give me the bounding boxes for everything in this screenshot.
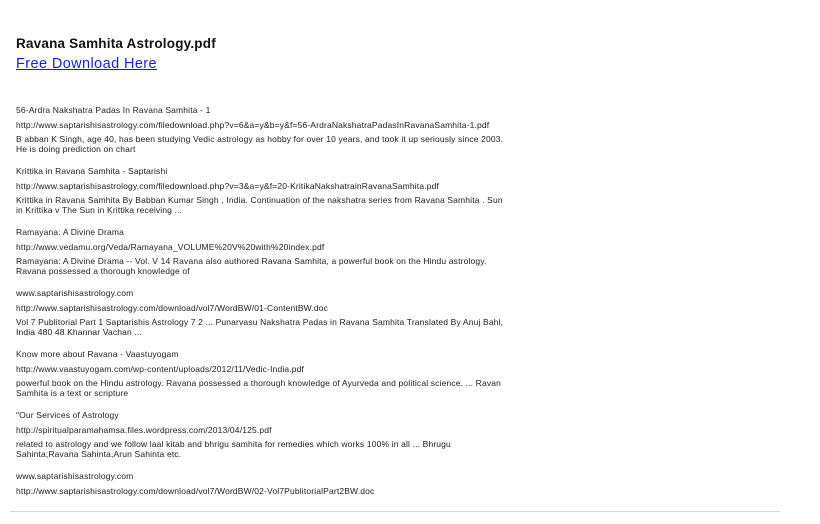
result-url[interactable]: http://www.vaastuyogam.com/wp-content/uploads/2012/11/Vedic-India.pdf	[16, 364, 305, 374]
result-title: Know more about Ravana - Vaastuyogam	[16, 349, 179, 359]
result-snippet: Krittika in Ravana Samhita By Babban Kumar Singh , India. Continuation of the nakshatra series from Ravana Samhita . Sun in Krittika v The Sun in Krittika receiving ...	[16, 195, 503, 215]
result-url[interactable]: http://www.saptarishisastrology.com/filedownload.php?v=3&a=y&f=20-KritikaNakshatrainRavanaSamhita.pdf	[16, 181, 439, 191]
result-snippet: related to astrology and we follow laal kitab and bhrigu samhita for remedies which works 100% in all ... Bhrugu Sahinta,Ravana Sahinta,Arun Sahinta etc.	[16, 439, 451, 459]
result-url[interactable]: http://spiritualparamahamsa.files.wordpress.com/2013/04/125.pdf	[16, 425, 272, 435]
result-item	[16, 349, 812, 398]
document-title: Ravana Samhita Astrology.pdf	[16, 36, 216, 51]
bottom-divider	[10, 511, 780, 512]
result-title: 56-Ardra Nakshatra Padas In Ravana Samhita - 1	[16, 105, 211, 115]
result-item	[16, 288, 812, 337]
result-item	[16, 105, 812, 154]
result-snippet: powerful book on the Hindu astrology. Ravana possessed a thorough knowledge of Ayurveda and political science. ... Ravan Samhita is a text or scripture	[16, 378, 502, 398]
result-item	[16, 410, 812, 459]
result-item	[16, 471, 812, 497]
results-list	[16, 105, 812, 509]
result-url[interactable]: http://www.vedamu.org/Veda/Ramayana_VOLUME%20V%20with%20index.pdf	[16, 242, 325, 252]
result-snippet: Ramayana: A Divine Drama -- Vol. V 14 Ravana also authored Ravana Samhita, a powerful book on the Hindu astrology. Ravana possessed a thorough knowledge of	[16, 256, 487, 276]
result-snippet: Vol 7 Publitorial Part 1 Saptarishis Astrology 7 2 ... Punarvasu Nakshatra Padas in Ravana Samhita Translated By Anuj Bahl, India 480 48 Khannar Vachan ...	[16, 317, 504, 337]
result-title: Ramayana: A Divine Drama	[16, 227, 125, 237]
free-download-link[interactable]: Free Download Here	[16, 56, 157, 72]
result-url[interactable]: http://www.saptarishisastrology.com/filedownload.php?v=6&a=y&b=y&f=56-ArdraNakshatraPadasInRavanaSamhita-1.pdf	[16, 120, 490, 130]
result-title: www.saptarishisastrology.com	[16, 471, 134, 481]
result-title: Krittika in Ravana Samhita - Saptarishi	[16, 166, 168, 176]
result-title: "Our Services of Astrology	[16, 410, 119, 420]
result-url[interactable]: http://www.saptarishisastrology.com/download/vol7/WordBW/01-ContentBW.doc	[16, 303, 329, 313]
result-snippet: B abban K Singh, age 40, has been studying Vedic astrology as hobby for over 10 years, and took it up seriously since 2003. He is doing prediction on chart	[16, 134, 504, 154]
result-item	[16, 166, 812, 215]
result-url[interactable]: http://www.saptarishisastrology.com/download/vol7/WordBW/02-Vol7PublitorialPart2BW.doc	[16, 486, 375, 496]
result-title: www.saptarishisastrology.com	[16, 288, 134, 298]
result-item	[16, 227, 812, 276]
